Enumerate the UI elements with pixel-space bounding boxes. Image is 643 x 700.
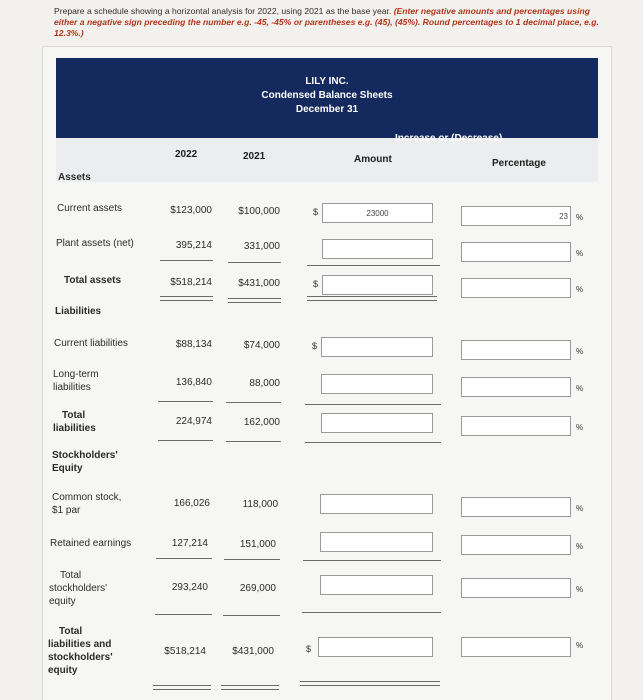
- total-liabilities-2021-underline: [226, 441, 281, 442]
- plant-assets-2022: 395,214: [175, 240, 212, 251]
- equity-heading-line1: Stockholders': [52, 450, 118, 461]
- total-liab-equity-line3: stockholders': [48, 652, 113, 663]
- total-liab-equity-line2: liabilities and: [48, 639, 112, 650]
- current-assets-amount-input[interactable]: [322, 203, 433, 223]
- common-stock-label-line2: $1 par: [52, 505, 81, 516]
- increase-decrease-heading: Increase or (Decrease): [395, 133, 503, 144]
- current-liabilities-pct-sign: %: [576, 347, 584, 356]
- total-liab-equity-2021: $431,000: [232, 646, 274, 657]
- total-equity-2021-underline: [223, 615, 280, 616]
- long-term-liabilities-label: [53, 368, 99, 394]
- total-liab-equity-percent-input[interactable]: [461, 637, 571, 657]
- equity-heading: [52, 449, 118, 475]
- total-equity-label: [49, 569, 107, 608]
- total-equity-2022-underline: [155, 614, 212, 615]
- current-assets-percent-input[interactable]: [461, 206, 571, 226]
- total-liabilities-pct-sign: %: [576, 423, 584, 432]
- plant-2021-underline: [228, 262, 281, 263]
- total-liab-equity-2022-double-underline: [153, 685, 211, 690]
- common-stock-label-line1: Common stock,: [52, 492, 122, 503]
- long-term-amount-input[interactable]: [321, 374, 433, 394]
- total-liabilities-2022: 224,974: [175, 416, 212, 427]
- total-equity-label-line1: Total: [60, 570, 82, 581]
- common-stock-pct-sign: %: [576, 504, 584, 513]
- current-assets-2021: $100,000: [238, 206, 280, 217]
- common-stock-2022: 166,026: [173, 498, 210, 509]
- long-term-label-line1: Long-term: [53, 369, 99, 380]
- total-liabilities-2021: 162,000: [243, 417, 280, 428]
- retained-earnings-2021: 151,000: [239, 539, 276, 550]
- total-equity-amount-input[interactable]: [320, 575, 433, 595]
- current-liabilities-label: Current liabilities: [54, 338, 128, 349]
- plant-2022-underline: [160, 260, 213, 261]
- total-liab-equity-label: [48, 625, 113, 677]
- statement-date: December 31: [295, 104, 359, 115]
- total-liab-equity-2022: $518,214: [164, 646, 206, 657]
- plant-assets-2021: 331,000: [243, 241, 280, 252]
- total-liabilities-label-line2: liabilities: [53, 423, 96, 434]
- total-liab-equity-2021-double-underline: [221, 685, 279, 690]
- common-stock-2021: 118,000: [242, 499, 278, 510]
- common-stock-percent-input[interactable]: [461, 497, 571, 517]
- current-liabilities-percent-input[interactable]: [461, 340, 571, 360]
- long-term-2021: 88,000: [249, 378, 280, 389]
- company-name: LILY INC.: [305, 76, 349, 87]
- col-amount: Amount: [354, 154, 392, 165]
- total-assets-2022-double-underline: [160, 296, 213, 301]
- total-liab-equity-dollar: $: [306, 644, 312, 654]
- common-stock-amount-input[interactable]: [320, 494, 433, 514]
- total-assets-2021-double-underline: [228, 298, 281, 303]
- current-assets-label: Current assets: [57, 203, 123, 214]
- total-equity-amount-underline: [302, 612, 441, 613]
- plant-amount-underline: [307, 265, 440, 266]
- instructions: [54, 6, 599, 39]
- total-assets-dollar: $: [313, 279, 319, 289]
- current-assets-2022: $123,000: [170, 205, 212, 216]
- total-liab-equity-pct-sign: %: [576, 641, 584, 650]
- total-assets-amount-input[interactable]: [322, 275, 433, 295]
- current-liabilities-2021: $74,000: [243, 340, 280, 351]
- plant-assets-label: Plant assets (net): [56, 238, 134, 249]
- long-term-2022: 136,840: [175, 377, 212, 388]
- current-liabilities-dollar: $: [312, 341, 318, 351]
- instructions-emphasis: (Enter negative amounts and percentages using either a negative sign preceding the number e.g. -45, -45% or parentheses e.g. (45), (45%). Round percentages to 1 decimal place, e.g. 12.3%.): [54, 6, 599, 38]
- col-percentage: Percentage: [492, 158, 546, 169]
- plant-assets-percent-input[interactable]: [461, 242, 571, 262]
- total-liabilities-label-line1: Total: [62, 410, 86, 421]
- long-term-amount-underline: [305, 404, 441, 405]
- total-equity-pct-sign: %: [576, 585, 584, 594]
- total-liabilities-percent-input[interactable]: [461, 416, 571, 436]
- long-term-label-line2: liabilities: [53, 382, 91, 393]
- total-equity-percent-input[interactable]: [461, 578, 571, 598]
- plant-assets-amount-input[interactable]: [322, 239, 433, 259]
- col-2022: 2022: [175, 149, 198, 160]
- retained-amount-underline: [303, 560, 441, 561]
- retained-earnings-2022: 127,214: [171, 538, 208, 549]
- retained-earnings-amount-input[interactable]: [320, 532, 433, 552]
- retained-earnings-pct-sign: %: [576, 542, 584, 551]
- current-liabilities-amount-input[interactable]: [321, 337, 433, 357]
- total-equity-2021: 269,000: [239, 583, 276, 594]
- total-assets-amount-double-underline: [307, 296, 437, 301]
- total-equity-label-line3: equity: [49, 596, 76, 607]
- total-liab-equity-line1: Total: [59, 626, 83, 637]
- total-liabilities-amount-underline: [305, 442, 441, 443]
- retained-2021-underline: [224, 559, 280, 560]
- total-assets-label: Total assets: [64, 275, 122, 286]
- long-term-2021-underline: [226, 402, 281, 403]
- long-term-2022-underline: [158, 401, 213, 402]
- equity-heading-line2: Equity: [52, 463, 83, 474]
- current-liabilities-2022: $88,134: [175, 339, 212, 350]
- total-liab-equity-amount-input[interactable]: [318, 637, 433, 657]
- total-liabilities-2022-underline: [158, 440, 213, 441]
- retained-earnings-percent-input[interactable]: [461, 535, 571, 555]
- current-assets-pct-sign: %: [576, 213, 584, 222]
- plant-assets-pct-sign: %: [576, 249, 584, 258]
- common-stock-label: [52, 491, 121, 517]
- total-assets-pct-sign: %: [576, 285, 584, 294]
- long-term-pct-sign: %: [576, 384, 584, 393]
- total-assets-2022: $518,214: [170, 277, 212, 288]
- retained-earnings-label: Retained earnings: [50, 538, 132, 549]
- total-liabilities-label: [53, 409, 96, 435]
- total-liab-equity-line4: equity: [48, 665, 78, 676]
- current-assets-dollar: $: [313, 207, 319, 217]
- total-assets-percent-input[interactable]: [461, 278, 571, 298]
- retained-2022-underline: [156, 558, 212, 559]
- assets-heading: Assets: [58, 172, 91, 183]
- total-liabilities-amount-input[interactable]: [321, 413, 433, 433]
- liabilities-heading: Liabilities: [55, 306, 102, 317]
- instructions-text: Prepare a schedule showing a horizontal analysis for 2022, using 2021 as the base year.: [54, 6, 392, 16]
- total-assets-2021: $431,000: [238, 278, 280, 289]
- col-2021: 2021: [243, 151, 266, 162]
- total-liab-equity-amount-double-underline: [300, 681, 440, 686]
- total-equity-label-line2: stockholders': [49, 583, 108, 594]
- statement-title: Condensed Balance Sheets: [261, 90, 393, 101]
- long-term-percent-input[interactable]: [461, 377, 571, 397]
- total-equity-2022: 293,240: [171, 582, 208, 593]
